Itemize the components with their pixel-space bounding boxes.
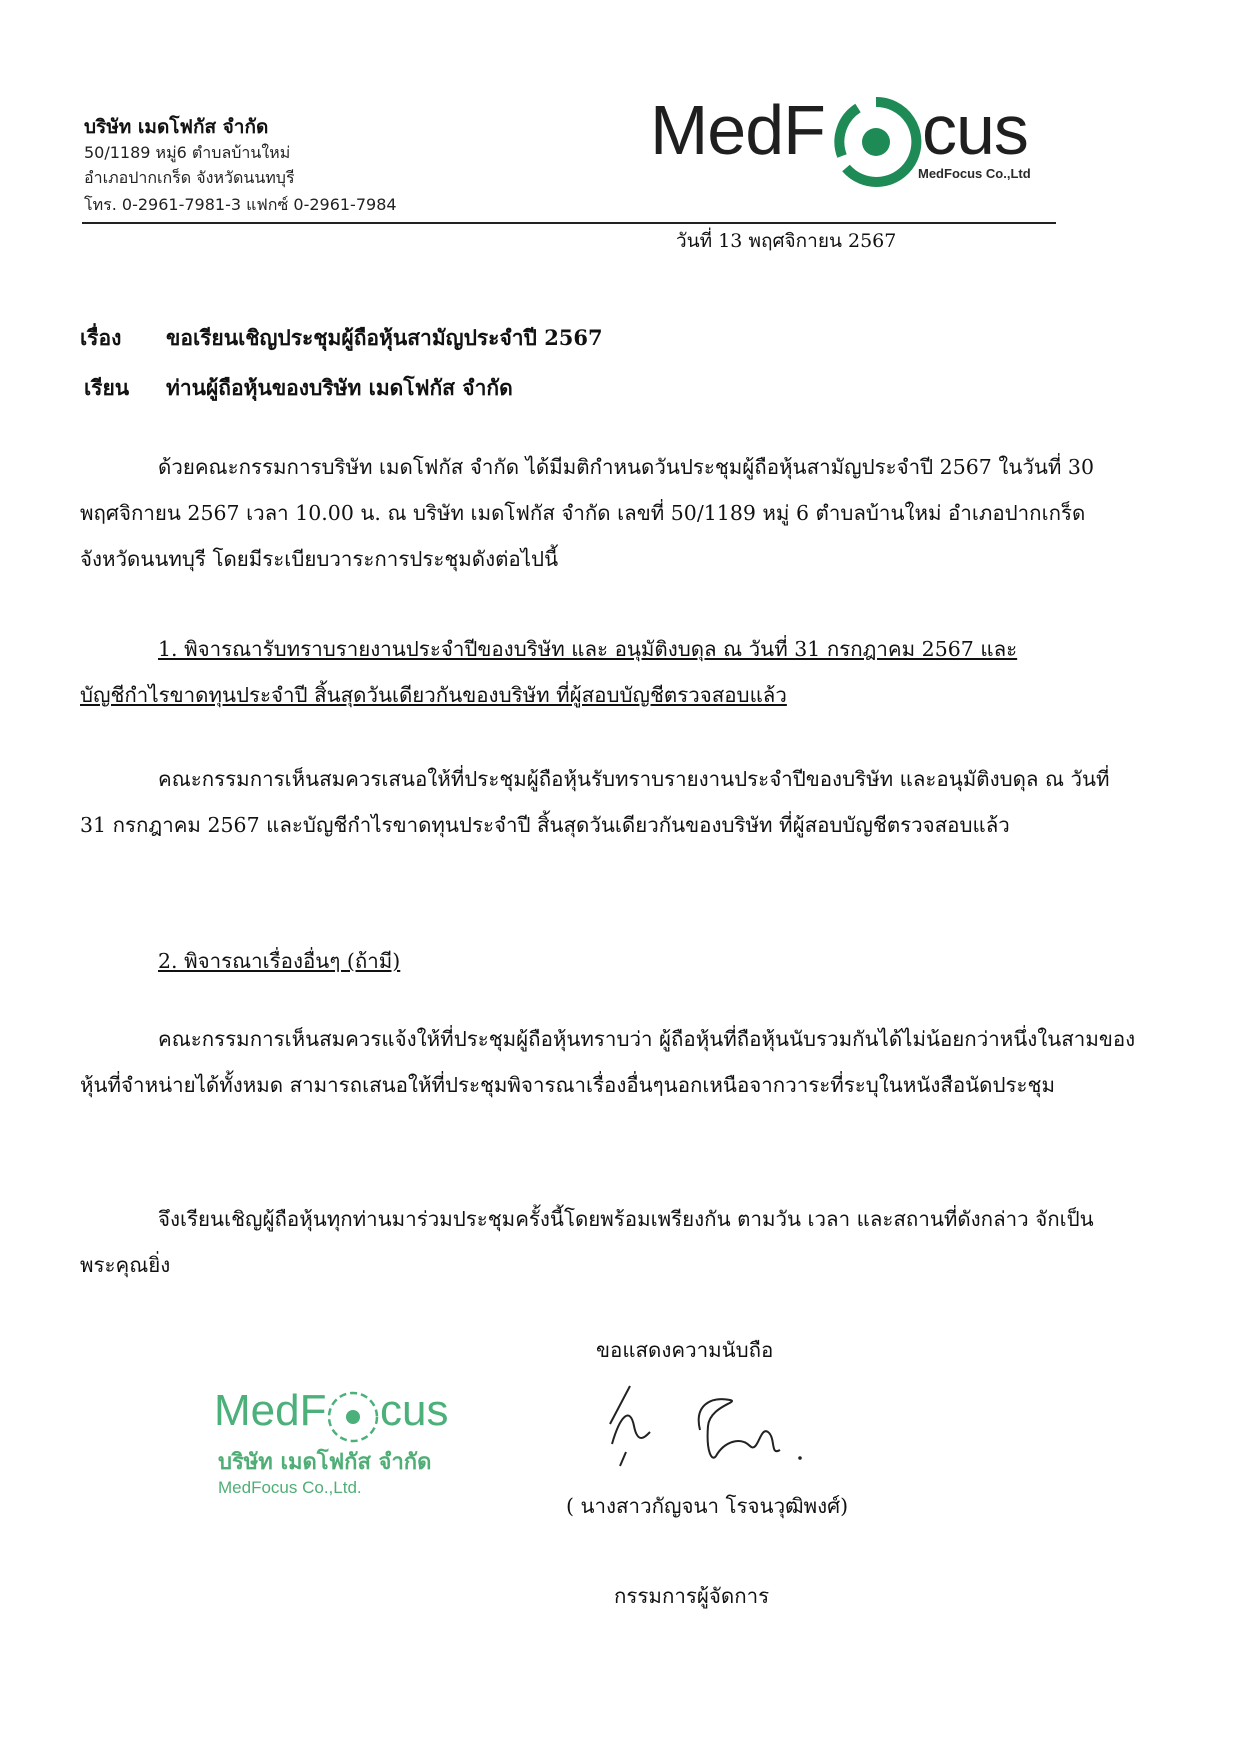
signature-image <box>590 1366 830 1486</box>
subject-value: ขอเรียนเชิญประชุมผู้ถือหุ้นสามัญประจำปี 2567 <box>166 325 603 350</box>
agenda-item-1 <box>80 626 1138 718</box>
recipient-label: เรียน <box>84 375 130 400</box>
logo-ring-icon <box>828 94 924 190</box>
closing-paragraph: จึงเรียนเชิญผู้ถือหุ้นทุกท่านมาร่วมประชุมครั้งนี้โดยพร้อมเพรียงกัน ตามวัน เวลา และสถานที่ดังกล่าว จักเป็นพระคุณยิ่ง <box>80 1207 1094 1277</box>
agenda-item-2: 2. พิจารณาเรื่องอื่นๆ (ถ้ามี) <box>158 949 401 973</box>
stamp-english-name: MedFocus Co.,Ltd. <box>218 1478 362 1497</box>
logo-text-right: cus <box>922 91 1028 169</box>
signatory-position: กรรมการผู้จัดการ <box>614 1584 770 1608</box>
company-address-line1: 50/1189 หมู่6 ตำบลบ้านใหม่ <box>84 143 291 162</box>
logo-subtitle: MedFocus Co.,Ltd <box>918 166 1031 181</box>
agenda-item-2-detail: คณะกรรมการเห็นสมควรแจ้งให้ที่ประชุมผู้ถือหุ้นทราบว่า ผู้ถือหุ้นที่ถือหุ้นนับรวมกันได้ไม่น้อยกว่าหนึ่งในสามของหุ้นที่จำหน่ายได้ทั้งหมด สามารถเสนอให้ที่ประชุมพิจารณาเรื่องอื่นๆนอกเหนือจากวาระที่ระบุในหนังสือนัดประชุม <box>80 1027 1136 1097</box>
company-address-line2: อำเภอปากเกร็ด จังหวัดนนทบุรี <box>84 168 295 187</box>
letter-date: วันที่ 13 พฤศจิกายน 2567 <box>676 230 897 252</box>
stamp-ring-icon <box>324 1388 382 1446</box>
company-contact: โทร. 0-2961-7981-3 แฟกซ์ 0-2961-7984 <box>84 195 397 214</box>
agenda-item-1-detail: คณะกรรมการเห็นสมควรเสนอให้ที่ประชุมผู้ถือหุ้นรับทราบรายงานประจำปีของบริษัท และอนุมัติงบดุล ณ วันที่ 31 กรกฎาคม 2567 และบัญชีกำไรขาดทุนประจำปี สิ้นสุดวันเดียวกันของบริษัท ที่ผู้สอบบัญชีตรวจสอบแล้ว <box>80 767 1110 837</box>
header-divider <box>82 222 1056 224</box>
stamp-text-left: MedF <box>214 1386 327 1435</box>
intro-paragraph: ด้วยคณะกรรมการบริษัท เมดโฟกัส จำกัด ได้มีมติกำหนดวันประชุมผู้ถือหุ้นสามัญประจำปี 2567 ในวันที่ 30 พฤศจิกายน 2567 เวลา 10.00 น. ณ บริษัท เมดโฟกัส จำกัด เลขที่ 50/1189 หมู่ 6 ตำบลบ้านใหม่ อำเภอปากเกร็ด จังหวัดนนทบุรี โดยมีระเบียบวาระการประชุมดังต่อไปนี้ <box>80 455 1095 571</box>
medfocus-logo <box>650 90 1060 190</box>
recipient-value: ท่านผู้ถือหุ้นของบริษัท เมดโฟกัส จำกัด <box>166 375 513 400</box>
agenda-item-1-line2: บัญชีกำไรขาดทุนประจำปี สิ้นสุดวันเดียวกันของบริษัท ที่ผู้สอบบัญชีตรวจสอบแล้ว <box>80 683 787 707</box>
company-stamp <box>214 1386 474 1516</box>
closing-salutation: ขอแสดงความนับถือ <box>596 1338 774 1362</box>
logo-text-left: MedF <box>650 91 825 169</box>
stamp-thai-name: บริษัท เมดโฟกัส จำกัด <box>218 1450 432 1475</box>
agenda-item-1-line1: 1. พิจารณารับทราบรายงานประจำปีของบริษัท และ อนุมัติงบดุล ณ วันที่ 31 กรกฎาคม 2567 และ <box>158 637 1018 661</box>
stamp-text-right: cus <box>380 1386 449 1435</box>
signatory-name: ( นางสาวกัญจนา โรจนวุฒิพงศ์) <box>566 1494 849 1518</box>
company-name: บริษัท เมดโฟกัส จำกัด <box>84 116 269 138</box>
subject-label: เรื่อง <box>80 325 122 350</box>
